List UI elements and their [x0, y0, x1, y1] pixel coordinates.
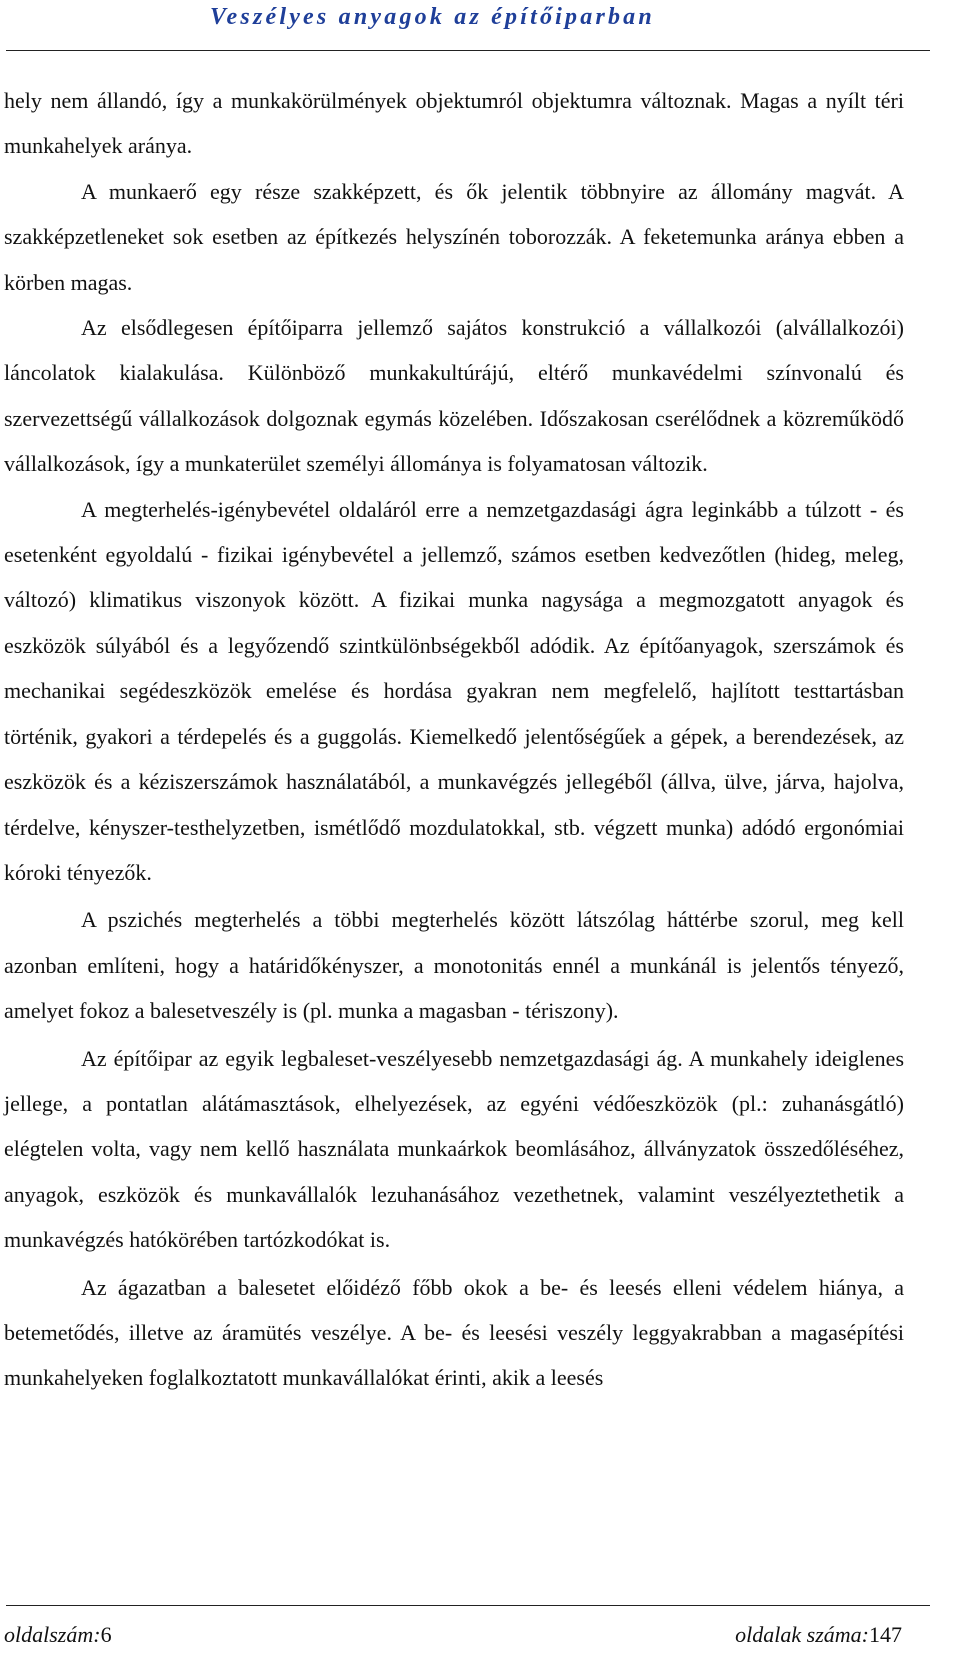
paragraph-subcontractors: Az elsődlegesen építőiparra jellemző sajátos konstrukció a vállalkozói (alvállalkozói) láncolatok kialakulása. Különböző munkakultúrájú, eltérő munkavédelmi színvonalú és szervezettségű vállalkozások dolgoznak egymás közelében. Időszakosan cserélődnek a közreműködő vállalkozások, így a munkaterület személyi állománya is folyamatosan változik.	[4, 315, 904, 477]
page-number-label: oldalszám:	[4, 1622, 101, 1647]
paragraph-accident-risk: Az építőipar az egyik legbaleset-veszélyesebb nemzetgazdasági ág. A munkahely ideiglenes jellege, a pontatlan alátámasztások, elhelyezések, az egyéni védőeszközök (pl.: zuhanásgátló) elégtelen volta, vagy nem kellő használata munkaárkok beomlásához, állványzatok összedőléséhez, anyagok, eszközök és munkavállalók lezuhanásához vezethetnek, valamint veszélyeztethetik a munkavégzés hatókörében tartózkodókat is.	[4, 1045, 904, 1253]
total-pages	[735, 1622, 902, 1648]
paragraph-physical-load: A megterhelés-igénybevétel oldaláról erre a nemzetgazdasági ágra leginkább a túlzott - és esetenként egyoldalú - fizikai igénybevétel a jellemző, számos esetben kedvezőtlen (hideg, meleg, változó) klimatikus viszonyok között. A fizikai munka nagysága a megmozgatott anyagok és eszközök súlyából és a legyőzendő szintkülönbségekből adódik. Az építőanyagok, szerszámok és mechanikai segédeszközök emelése és hordása gyakran nem megfelelő, hajlított testtartásban történik, gyakori a térdepelés és a guggolás. Kiemelkedő jelentőségűek a gépek, a berendezések, az eszközök és a kéziszerszámok használatából, a munkavégzés jellegéből (állva, ülve, járva, hajolva, térdelve, kényszer-testhelyzetben, ismétlődő mozdulatokkal, stb. végzett munka) adódó ergonómiai kóroki tényezők.	[4, 496, 904, 885]
page-number-value: 6	[100, 1622, 112, 1647]
body-text	[4, 78, 904, 1401]
total-pages-label: oldalak száma:	[735, 1622, 869, 1647]
page-footer	[0, 1600, 960, 1662]
header-divider	[6, 50, 930, 51]
total-pages-value: 147	[869, 1622, 902, 1647]
paragraph-accident-causes: Az ágazatban a balesetet előidéző főbb okok a be- és leesés elleni védelem hiánya, a betemetődés, illetve az áramütés veszélye. A be- és leesési veszély leggyakrabban a magasépítési munkahelyeken foglalkoztatott munkavállalókat érinti, akik a leesés	[4, 1274, 904, 1391]
paragraph-psychological-load: A pszichés megterhelés a többi megterhelés között látszólag háttérbe szorul, meg kell azonban említeni, hogy a határidőkényszer, a monotonitás ennél a munkánál is jelentős tényező, amelyet fokoz a balesetveszély is (pl. munka a magasban - tériszony).	[4, 907, 904, 1024]
paragraph-workforce: A munkaerő egy része szakképzett, és ők jelentik többnyire az állomány magvát. A szakképzetleneket sok esetben az építkezés helyszínén toborozzák. A feketemunka aránya ebben a körben magas.	[4, 178, 904, 295]
paragraph-continuation: hely nem állandó, így a munkakörülmények objektumról objektumra változnak. Magas a nyílt téri munkahelyek aránya.	[4, 88, 904, 159]
page-header	[0, 0, 960, 60]
page-number	[4, 1622, 112, 1648]
document-title: Veszélyes anyagok az építőiparban	[210, 4, 655, 30]
footer-divider	[6, 1605, 930, 1606]
